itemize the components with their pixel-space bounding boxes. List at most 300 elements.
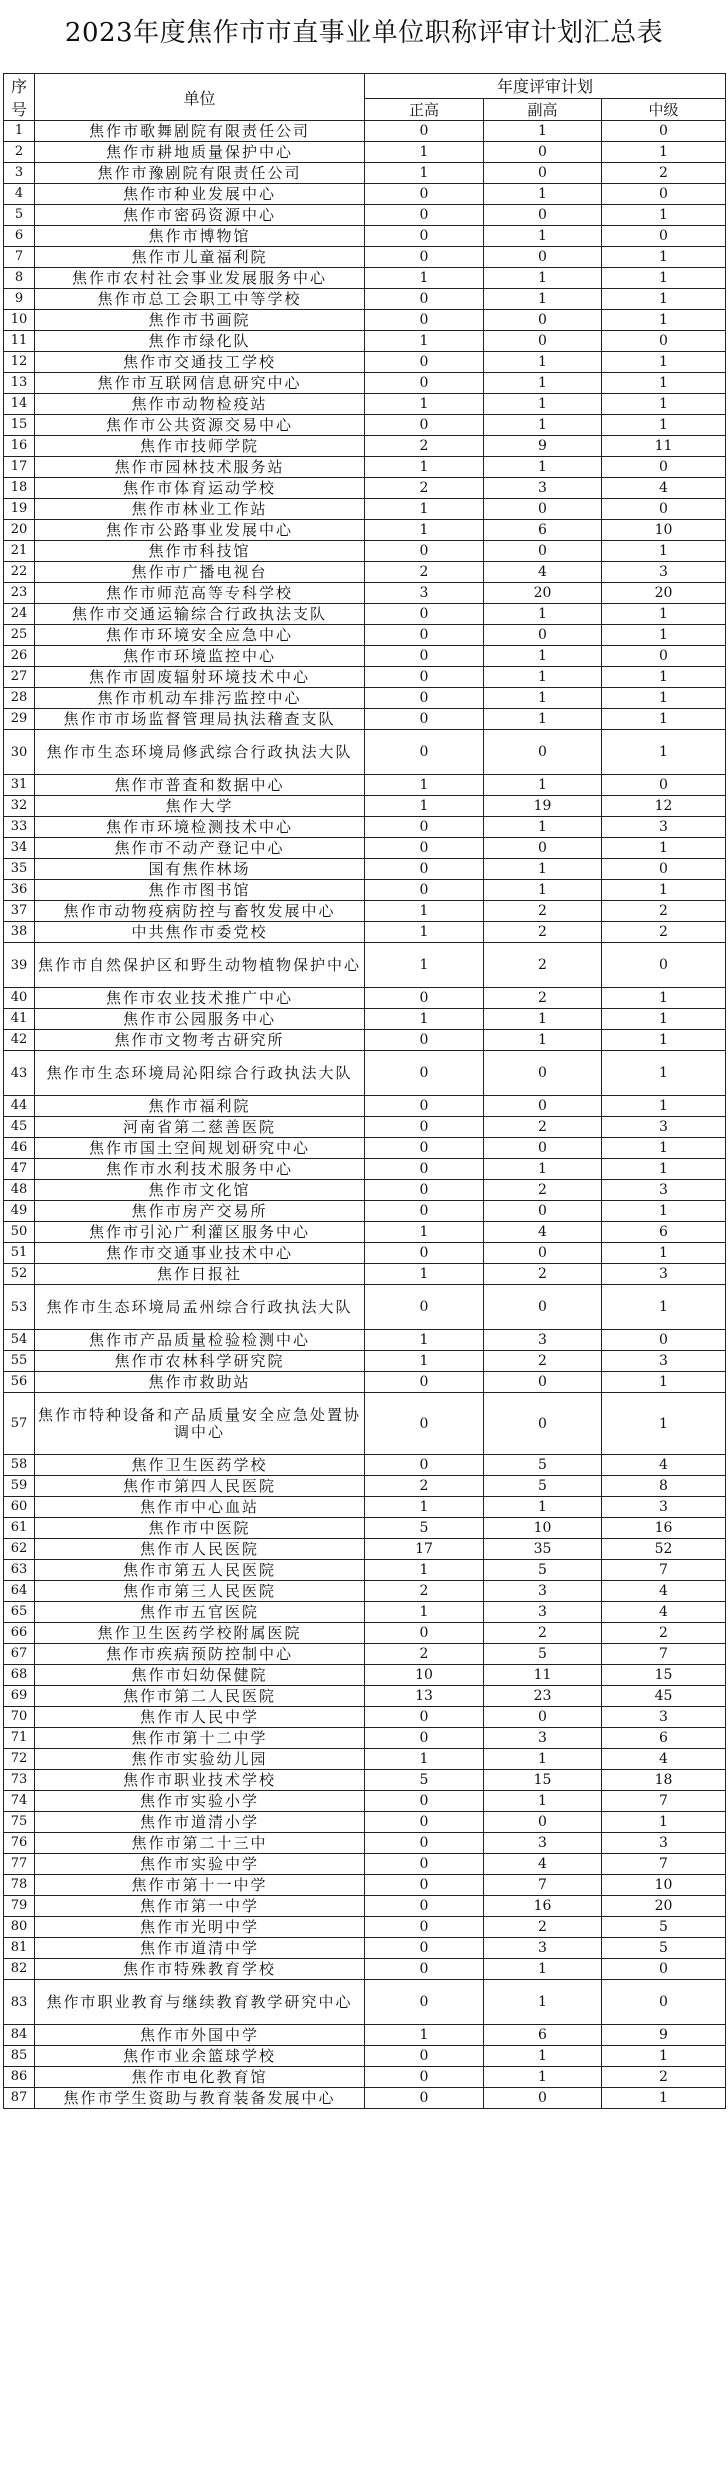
table-row (4, 1051, 726, 1096)
row-senior-count: 0 (365, 2067, 484, 2088)
row-senior-count: 2 (365, 1581, 484, 1602)
table-row (4, 604, 726, 625)
row-middle-count: 6 (602, 1728, 726, 1749)
row-unit: 焦作市特殊教育学校 (35, 1959, 365, 1980)
table-row (4, 1285, 726, 1330)
row-senior-count: 0 (365, 373, 484, 394)
row-senior-count: 0 (365, 310, 484, 331)
table-row (4, 478, 726, 499)
row-number: 60 (4, 1497, 35, 1518)
row-senior-count: 0 (365, 1117, 484, 1138)
table-row (4, 796, 726, 817)
row-middle-count: 1 (602, 142, 726, 163)
row-middle-count: 18 (602, 1770, 726, 1791)
table-row (4, 1686, 726, 1707)
row-vice-senior-count: 1 (484, 1980, 602, 2025)
plan-table (3, 73, 726, 2109)
row-middle-count: 11 (602, 436, 726, 457)
row-senior-count: 1 (365, 520, 484, 541)
row-vice-senior-count: 1 (484, 604, 602, 625)
row-number: 84 (4, 2025, 35, 2046)
row-middle-count: 45 (602, 1686, 726, 1707)
row-vice-senior-count: 4 (484, 562, 602, 583)
row-senior-count: 17 (365, 1539, 484, 1560)
row-vice-senior-count: 1 (484, 1159, 602, 1180)
row-senior-count: 1 (365, 1330, 484, 1351)
row-middle-count: 7 (602, 1854, 726, 1875)
row-vice-senior-count: 1 (484, 646, 602, 667)
row-vice-senior-count: 0 (484, 247, 602, 268)
row-senior-count: 0 (365, 1096, 484, 1117)
row-senior-count: 0 (365, 121, 484, 142)
row-number: 42 (4, 1030, 35, 1051)
table-row (4, 1030, 726, 1051)
row-middle-count: 2 (602, 901, 726, 922)
row-vice-senior-count: 1 (484, 394, 602, 415)
table-row (4, 859, 726, 880)
row-unit: 焦作市房产交易所 (35, 1201, 365, 1222)
row-senior-count: 1 (365, 1749, 484, 1770)
row-unit: 焦作市生态环境局孟州综合行政执法大队 (35, 1285, 365, 1330)
table-row (4, 1518, 726, 1539)
row-vice-senior-count: 0 (484, 1393, 602, 1455)
row-middle-count: 6 (602, 1222, 726, 1243)
row-senior-count: 0 (365, 184, 484, 205)
row-number: 23 (4, 583, 35, 604)
table-row (4, 1351, 726, 1372)
row-number: 64 (4, 1581, 35, 1602)
row-vice-senior-count: 4 (484, 1854, 602, 1875)
row-vice-senior-count: 2 (484, 988, 602, 1009)
row-senior-count: 0 (365, 1707, 484, 1728)
row-senior-count: 0 (365, 1875, 484, 1896)
row-middle-count: 1 (602, 541, 726, 562)
row-middle-count: 1 (602, 730, 726, 775)
row-unit: 焦作卫生医药学校附属医院 (35, 1623, 365, 1644)
header-seq: 序号 (4, 74, 35, 121)
row-vice-senior-count: 1 (484, 2046, 602, 2067)
row-number: 72 (4, 1749, 35, 1770)
row-middle-count: 2 (602, 1623, 726, 1644)
row-senior-count: 0 (365, 688, 484, 709)
row-unit: 焦作市博物馆 (35, 226, 365, 247)
row-vice-senior-count: 1 (484, 184, 602, 205)
row-vice-senior-count: 1 (484, 1959, 602, 1980)
row-senior-count: 0 (365, 2046, 484, 2067)
row-senior-count: 5 (365, 1770, 484, 1791)
row-middle-count: 0 (602, 457, 726, 478)
table-row (4, 2088, 726, 2109)
row-number: 61 (4, 1518, 35, 1539)
row-vice-senior-count: 3 (484, 478, 602, 499)
row-middle-count: 1 (602, 880, 726, 901)
row-vice-senior-count: 11 (484, 1665, 602, 1686)
table-row (4, 1917, 726, 1938)
row-middle-count: 3 (602, 1264, 726, 1285)
row-unit: 焦作市妇幼保健院 (35, 1665, 365, 1686)
row-vice-senior-count: 0 (484, 310, 602, 331)
row-number: 39 (4, 943, 35, 988)
row-vice-senior-count: 35 (484, 1539, 602, 1560)
row-number: 68 (4, 1665, 35, 1686)
row-vice-senior-count: 3 (484, 1602, 602, 1623)
row-senior-count: 1 (365, 1351, 484, 1372)
row-vice-senior-count: 0 (484, 1096, 602, 1117)
row-unit: 焦作市绿化队 (35, 331, 365, 352)
row-vice-senior-count: 0 (484, 730, 602, 775)
row-number: 45 (4, 1117, 35, 1138)
row-middle-count: 1 (602, 1201, 726, 1222)
row-unit: 焦作市自然保护区和野生动物植物保护中心 (35, 943, 365, 988)
row-middle-count: 52 (602, 1539, 726, 1560)
table-row (4, 352, 726, 373)
table-row (4, 373, 726, 394)
row-vice-senior-count: 7 (484, 1875, 602, 1896)
row-middle-count: 1 (602, 289, 726, 310)
row-unit: 焦作市农业技术推广中心 (35, 988, 365, 1009)
row-unit: 焦作市种业发展中心 (35, 184, 365, 205)
row-middle-count: 4 (602, 1749, 726, 1770)
row-number: 86 (4, 2067, 35, 2088)
row-vice-senior-count: 2 (484, 1351, 602, 1372)
row-middle-count: 7 (602, 1644, 726, 1665)
row-vice-senior-count: 0 (484, 1051, 602, 1096)
row-middle-count: 4 (602, 1455, 726, 1476)
table-row (4, 1180, 726, 1201)
row-vice-senior-count: 2 (484, 1117, 602, 1138)
table-row (4, 205, 726, 226)
table-row (4, 583, 726, 604)
row-vice-senior-count: 19 (484, 796, 602, 817)
row-number: 55 (4, 1351, 35, 1372)
table-row (4, 1497, 726, 1518)
row-senior-count: 0 (365, 838, 484, 859)
table-row (4, 1959, 726, 1980)
header-plan: 年度评审计划 (365, 74, 726, 99)
row-number: 12 (4, 352, 35, 373)
row-middle-count: 3 (602, 817, 726, 838)
row-senior-count: 0 (365, 415, 484, 436)
row-number: 35 (4, 859, 35, 880)
row-vice-senior-count: 0 (484, 1243, 602, 1264)
row-number: 51 (4, 1243, 35, 1264)
row-unit: 焦作市密码资源中心 (35, 205, 365, 226)
row-senior-count: 0 (365, 205, 484, 226)
row-vice-senior-count: 0 (484, 1812, 602, 1833)
row-unit: 焦作市实验中学 (35, 1854, 365, 1875)
row-vice-senior-count: 5 (484, 1476, 602, 1497)
table-row (4, 880, 726, 901)
row-number: 14 (4, 394, 35, 415)
row-number: 49 (4, 1201, 35, 1222)
table-row (4, 415, 726, 436)
row-senior-count: 0 (365, 1243, 484, 1264)
table-row (4, 1812, 726, 1833)
row-senior-count: 1 (365, 268, 484, 289)
header-unit: 单位 (35, 74, 365, 121)
row-senior-count: 13 (365, 1686, 484, 1707)
row-unit: 国有焦作林场 (35, 859, 365, 880)
row-number: 53 (4, 1285, 35, 1330)
table-row (4, 1728, 726, 1749)
row-senior-count: 0 (365, 1455, 484, 1476)
row-vice-senior-count: 3 (484, 1330, 602, 1351)
row-number: 74 (4, 1791, 35, 1812)
row-middle-count: 1 (602, 1009, 726, 1030)
row-number: 57 (4, 1393, 35, 1455)
row-senior-count: 1 (365, 394, 484, 415)
table-row (4, 1791, 726, 1812)
row-vice-senior-count: 2 (484, 1264, 602, 1285)
row-number: 10 (4, 310, 35, 331)
row-vice-senior-count: 0 (484, 1707, 602, 1728)
row-middle-count: 1 (602, 268, 726, 289)
row-senior-count: 1 (365, 922, 484, 943)
row-number: 77 (4, 1854, 35, 1875)
row-unit: 焦作市不动产登记中心 (35, 838, 365, 859)
row-vice-senior-count: 1 (484, 775, 602, 796)
row-vice-senior-count: 1 (484, 289, 602, 310)
row-senior-count: 1 (365, 499, 484, 520)
row-unit: 焦作市环境检测技术中心 (35, 817, 365, 838)
row-senior-count: 1 (365, 2025, 484, 2046)
row-senior-count: 0 (365, 1980, 484, 2025)
row-senior-count: 0 (365, 1138, 484, 1159)
row-middle-count: 1 (602, 394, 726, 415)
row-middle-count: 1 (602, 1138, 726, 1159)
row-senior-count: 0 (365, 1728, 484, 1749)
row-senior-count: 0 (365, 2088, 484, 2109)
row-unit: 焦作市技师学院 (35, 436, 365, 457)
row-number: 70 (4, 1707, 35, 1728)
row-senior-count: 0 (365, 1372, 484, 1393)
table-row (4, 1117, 726, 1138)
row-unit: 焦作市交通技工学校 (35, 352, 365, 373)
table-row (4, 646, 726, 667)
row-senior-count: 0 (365, 541, 484, 562)
table-row (4, 1896, 726, 1917)
row-senior-count: 1 (365, 775, 484, 796)
row-vice-senior-count: 3 (484, 1581, 602, 1602)
row-senior-count: 1 (365, 796, 484, 817)
row-vice-senior-count: 1 (484, 1009, 602, 1030)
row-vice-senior-count: 0 (484, 163, 602, 184)
table-row (4, 163, 726, 184)
table-row (4, 943, 726, 988)
row-unit: 焦作市固废辐射环境技术中心 (35, 667, 365, 688)
row-unit: 焦作日报社 (35, 1264, 365, 1285)
row-unit: 焦作市第一中学 (35, 1896, 365, 1917)
row-number: 44 (4, 1096, 35, 1117)
table-row (4, 1707, 726, 1728)
row-unit: 焦作市道清小学 (35, 1812, 365, 1833)
row-senior-count: 1 (365, 1602, 484, 1623)
row-senior-count: 0 (365, 1159, 484, 1180)
row-number: 83 (4, 1980, 35, 2025)
row-senior-count: 0 (365, 1030, 484, 1051)
row-unit: 中共焦作市委党校 (35, 922, 365, 943)
row-vice-senior-count: 1 (484, 709, 602, 730)
row-number: 28 (4, 688, 35, 709)
row-number: 30 (4, 730, 35, 775)
row-unit: 焦作市生态环境局沁阳综合行政执法大队 (35, 1051, 365, 1096)
row-senior-count: 0 (365, 880, 484, 901)
row-senior-count: 0 (365, 1812, 484, 1833)
row-vice-senior-count: 1 (484, 880, 602, 901)
row-unit: 焦作市环境安全应急中心 (35, 625, 365, 646)
row-middle-count: 4 (602, 1581, 726, 1602)
row-unit: 焦作市水利技术服务中心 (35, 1159, 365, 1180)
row-senior-count: 0 (365, 625, 484, 646)
row-senior-count: 0 (365, 1938, 484, 1959)
table-row (4, 1243, 726, 1264)
row-middle-count: 1 (602, 1393, 726, 1455)
row-unit: 焦作市儿童福利院 (35, 247, 365, 268)
table-row (4, 541, 726, 562)
row-vice-senior-count: 6 (484, 2025, 602, 2046)
row-vice-senior-count: 1 (484, 1749, 602, 1770)
row-number: 63 (4, 1560, 35, 1581)
row-senior-count: 0 (365, 1959, 484, 1980)
row-senior-count: 1 (365, 1264, 484, 1285)
row-middle-count: 1 (602, 310, 726, 331)
row-middle-count: 1 (602, 709, 726, 730)
table-row (4, 499, 726, 520)
row-senior-count: 3 (365, 583, 484, 604)
row-number: 37 (4, 901, 35, 922)
row-middle-count: 3 (602, 1707, 726, 1728)
row-vice-senior-count: 1 (484, 817, 602, 838)
row-number: 16 (4, 436, 35, 457)
row-senior-count: 0 (365, 352, 484, 373)
row-unit: 焦作市中心血站 (35, 1497, 365, 1518)
row-vice-senior-count: 0 (484, 205, 602, 226)
row-senior-count: 1 (365, 1497, 484, 1518)
row-unit: 焦作市人民中学 (35, 1707, 365, 1728)
table-row (4, 1330, 726, 1351)
row-number: 11 (4, 331, 35, 352)
row-unit: 焦作市耕地质量保护中心 (35, 142, 365, 163)
table-row (4, 667, 726, 688)
row-vice-senior-count: 3 (484, 1833, 602, 1854)
row-senior-count: 1 (365, 943, 484, 988)
row-number: 65 (4, 1602, 35, 1623)
row-number: 78 (4, 1875, 35, 1896)
table-row (4, 1222, 726, 1243)
row-unit: 焦作市学生资助与教育装备发展中心 (35, 2088, 365, 2109)
row-middle-count: 1 (602, 415, 726, 436)
row-middle-count: 0 (602, 226, 726, 247)
row-vice-senior-count: 0 (484, 541, 602, 562)
row-middle-count: 1 (602, 1243, 726, 1264)
row-unit: 焦作市公路事业发展中心 (35, 520, 365, 541)
row-vice-senior-count: 16 (484, 1896, 602, 1917)
row-senior-count: 0 (365, 817, 484, 838)
table-row (4, 775, 726, 796)
table-row (4, 121, 726, 142)
row-vice-senior-count: 6 (484, 520, 602, 541)
row-number: 80 (4, 1917, 35, 1938)
row-senior-count: 1 (365, 1009, 484, 1030)
row-unit: 焦作市图书馆 (35, 880, 365, 901)
row-vice-senior-count: 2 (484, 922, 602, 943)
row-unit: 焦作市生态环境局修武综合行政执法大队 (35, 730, 365, 775)
table-row (4, 1854, 726, 1875)
row-number: 47 (4, 1159, 35, 1180)
row-senior-count: 1 (365, 457, 484, 478)
row-unit: 焦作市交通运输综合行政执法支队 (35, 604, 365, 625)
row-middle-count: 1 (602, 667, 726, 688)
row-unit: 焦作市动物检疫站 (35, 394, 365, 415)
row-number: 18 (4, 478, 35, 499)
row-vice-senior-count: 20 (484, 583, 602, 604)
row-number: 1 (4, 121, 35, 142)
row-middle-count: 0 (602, 499, 726, 520)
row-middle-count: 0 (602, 121, 726, 142)
row-middle-count: 0 (602, 775, 726, 796)
row-middle-count: 1 (602, 1051, 726, 1096)
row-number: 36 (4, 880, 35, 901)
row-senior-count: 0 (365, 604, 484, 625)
row-unit: 焦作市外国中学 (35, 2025, 365, 2046)
row-vice-senior-count: 3 (484, 1938, 602, 1959)
table-row (4, 1264, 726, 1285)
table-row (4, 1770, 726, 1791)
row-senior-count: 1 (365, 1560, 484, 1581)
row-senior-count: 10 (365, 1665, 484, 1686)
row-number: 71 (4, 1728, 35, 1749)
row-number: 56 (4, 1372, 35, 1393)
row-unit: 焦作市第五人民医院 (35, 1560, 365, 1581)
row-senior-count: 0 (365, 1833, 484, 1854)
table-row (4, 436, 726, 457)
row-vice-senior-count: 2 (484, 1180, 602, 1201)
row-vice-senior-count: 1 (484, 457, 602, 478)
row-middle-count: 3 (602, 1351, 726, 1372)
row-unit: 焦作市总工会职工中等学校 (35, 289, 365, 310)
row-number: 59 (4, 1476, 35, 1497)
row-senior-count: 1 (365, 901, 484, 922)
row-unit: 焦作市第四人民医院 (35, 1476, 365, 1497)
row-middle-count: 1 (602, 1285, 726, 1330)
row-number: 26 (4, 646, 35, 667)
row-middle-count: 1 (602, 2046, 726, 2067)
row-vice-senior-count: 0 (484, 1285, 602, 1330)
row-vice-senior-count: 9 (484, 436, 602, 457)
row-unit: 焦作市机动车排污监控中心 (35, 688, 365, 709)
row-unit: 焦作市疾病预防控制中心 (35, 1644, 365, 1665)
row-number: 50 (4, 1222, 35, 1243)
row-vice-senior-count: 0 (484, 838, 602, 859)
row-middle-count: 7 (602, 1791, 726, 1812)
row-number: 2 (4, 142, 35, 163)
row-unit: 焦作市电化教育馆 (35, 2067, 365, 2088)
row-middle-count: 1 (602, 205, 726, 226)
row-number: 9 (4, 289, 35, 310)
row-unit: 焦作市书画院 (35, 310, 365, 331)
table-row (4, 331, 726, 352)
row-vice-senior-count: 15 (484, 1770, 602, 1791)
row-vice-senior-count: 1 (484, 859, 602, 880)
table-row (4, 901, 726, 922)
table-row (4, 268, 726, 289)
row-unit: 焦作市第十一中学 (35, 1875, 365, 1896)
row-vice-senior-count: 0 (484, 142, 602, 163)
row-middle-count: 16 (602, 1518, 726, 1539)
row-senior-count: 1 (365, 1222, 484, 1243)
row-unit: 焦作市动物疫病防控与畜牧发展中心 (35, 901, 365, 922)
table-row (4, 1201, 726, 1222)
